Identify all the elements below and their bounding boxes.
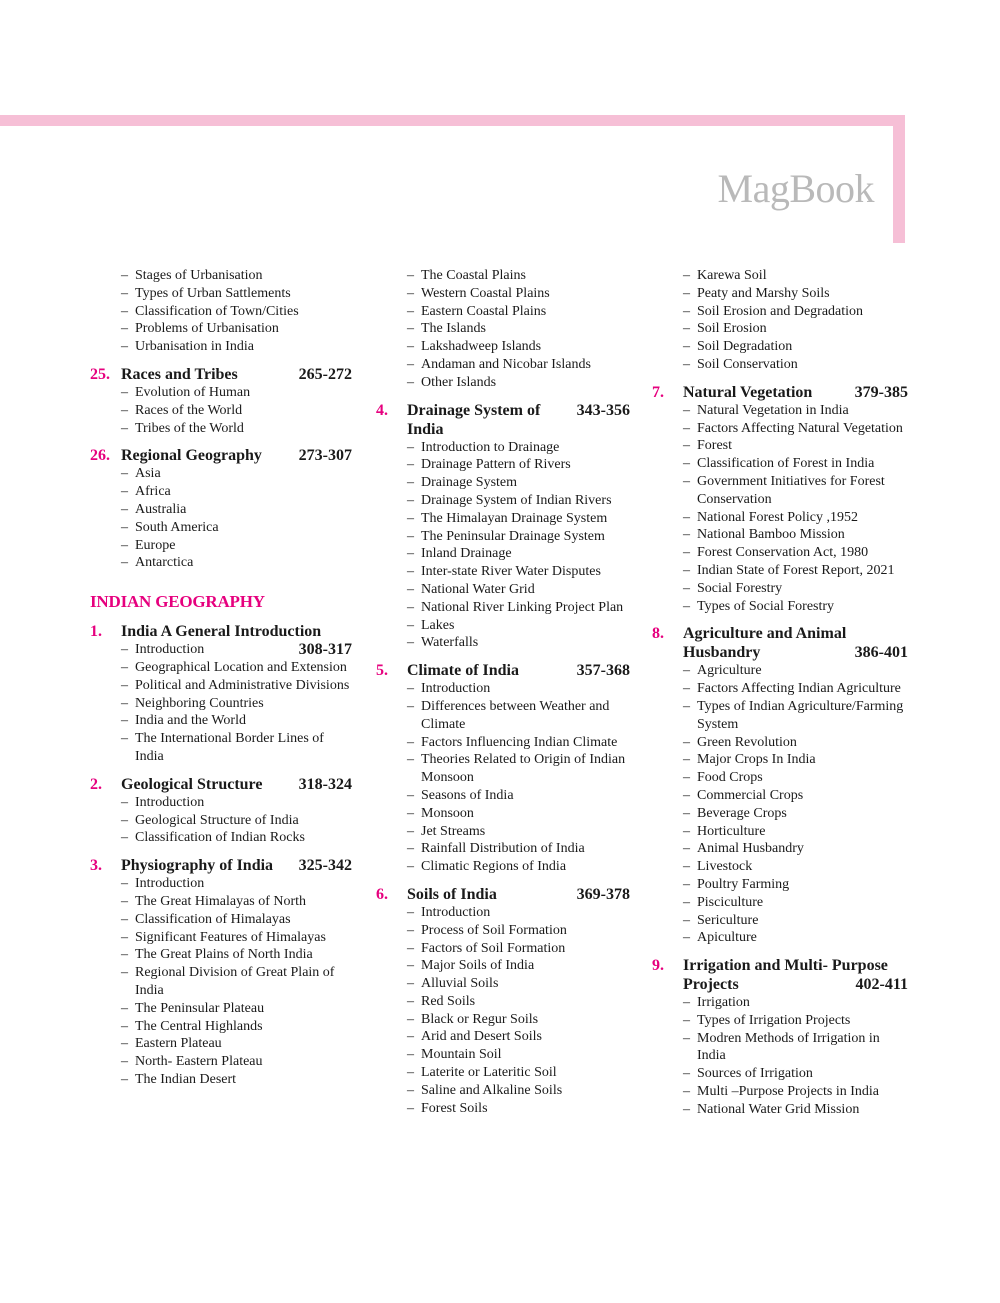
topic-item[interactable] xyxy=(407,840,630,858)
topic-label: Livestock xyxy=(697,859,753,875)
topic-item[interactable] xyxy=(407,1082,630,1100)
toc-column-3 xyxy=(652,267,908,1128)
topic-item[interactable] xyxy=(407,338,630,356)
topic-label: Lakshadweep Islands xyxy=(421,339,542,355)
topic-item[interactable] xyxy=(407,563,630,581)
topic-label: Green Revolution xyxy=(697,734,797,750)
topic-label: Natural Vegetation in India xyxy=(697,402,849,418)
topic-item[interactable] xyxy=(683,1030,908,1066)
topic-item[interactable] xyxy=(683,544,908,562)
chapter-pages: 265-272 xyxy=(298,365,352,383)
topic-label: Classification of Indian Rocks xyxy=(135,830,305,846)
chapter-pages: 357-368 xyxy=(576,662,630,680)
topic-item[interactable] xyxy=(407,734,630,752)
chapter-number: 25. xyxy=(90,365,110,383)
topic-label: Races of the World xyxy=(135,402,243,418)
topic-item[interactable] xyxy=(683,805,908,823)
topic-label: Lakes xyxy=(421,617,455,633)
topic-item[interactable] xyxy=(121,641,352,659)
chapter-number: 4. xyxy=(376,401,388,419)
topic-item[interactable] xyxy=(121,794,352,812)
topic-label: Western Coastal Plains xyxy=(421,285,550,301)
topic-item[interactable] xyxy=(407,1064,630,1082)
topic-label: The Islands xyxy=(421,321,486,337)
topic-label: Inter-state River Water Disputes xyxy=(421,564,601,580)
topic-item[interactable] xyxy=(683,823,908,841)
topic-item[interactable] xyxy=(683,526,908,544)
topic-item[interactable] xyxy=(683,303,908,321)
topic-item[interactable] xyxy=(121,911,352,929)
topic-item[interactable] xyxy=(683,455,908,473)
topic-item[interactable] xyxy=(407,510,630,528)
topic-item[interactable] xyxy=(407,492,630,510)
topic-label: Rainfall Distribution of India xyxy=(421,841,585,857)
topic-label: Australia xyxy=(135,501,187,517)
chapter-6 xyxy=(376,885,630,1118)
chapter-title[interactable]: Regional Geography xyxy=(121,447,262,465)
topic-label: Types of Urban Sattlements xyxy=(135,285,291,301)
topic-item[interactable] xyxy=(121,659,352,677)
chapter-continued xyxy=(376,267,630,392)
toc-column-1 xyxy=(90,267,352,1098)
topic-label: Jet Streams xyxy=(421,823,486,839)
topic-label: Saline and Alkaline Soils xyxy=(421,1082,563,1098)
topic-label: Red Soils xyxy=(421,993,476,1009)
chapter-pages: 325-342 xyxy=(298,857,352,875)
topic-label: Modren Methods of Irrigation in India xyxy=(697,1030,880,1064)
topic-item[interactable] xyxy=(121,501,352,519)
topic-item[interactable] xyxy=(683,285,908,303)
topic-item[interactable] xyxy=(683,894,908,912)
topic-item[interactable] xyxy=(121,384,352,402)
chapter-number: 3. xyxy=(90,857,102,875)
topic-item[interactable] xyxy=(407,940,630,958)
topic-item[interactable] xyxy=(683,1065,908,1083)
topic-label: The Central Highlands xyxy=(135,1018,263,1034)
topic-label: Political and Administrative Divisions xyxy=(135,677,350,693)
topic-label: National Forest Policy ,1952 xyxy=(697,509,858,525)
topic-list xyxy=(376,680,630,876)
topic-label: Introduction xyxy=(421,681,491,697)
topic-item[interactable] xyxy=(121,677,352,695)
topic-item[interactable] xyxy=(407,975,630,993)
chapter-pages: 318-324 xyxy=(298,775,352,793)
topic-item[interactable] xyxy=(121,420,352,438)
topic-label: Social Forestry xyxy=(697,580,783,596)
topic-label: Theories Related to Origin of Indian Monsoon xyxy=(421,752,626,786)
topic-list xyxy=(652,994,908,1119)
topic-item[interactable] xyxy=(683,1101,908,1119)
topic-label: Irrigation xyxy=(697,995,750,1011)
chapter-title-line-2[interactable]: Projects xyxy=(683,976,739,994)
topic-item[interactable] xyxy=(121,929,352,947)
chapter-3 xyxy=(90,856,352,1089)
topic-item[interactable] xyxy=(683,562,908,580)
topic-item[interactable] xyxy=(121,402,352,420)
chapter-8 xyxy=(652,624,908,947)
topic-item[interactable] xyxy=(683,1012,908,1030)
topic-label: Andaman and Nicobar Islands xyxy=(421,356,591,372)
topic-label: Drainage Pattern of Rivers xyxy=(421,457,571,473)
topic-label: Europe xyxy=(135,537,176,553)
topic-item[interactable] xyxy=(683,876,908,894)
chapter-number: 9. xyxy=(652,957,664,975)
topic-item[interactable] xyxy=(683,680,908,698)
topic-label: Sources of Irrigation xyxy=(697,1066,813,1082)
chapter-pages: 343-356 xyxy=(576,401,630,419)
topic-label: Major Crops In India xyxy=(697,752,816,768)
topic-item[interactable] xyxy=(407,545,630,563)
topic-label: Animal Husbandry xyxy=(697,841,804,857)
topic-label: Horticulture xyxy=(697,823,766,839)
chapter-number: 26. xyxy=(90,447,110,465)
topic-list xyxy=(90,875,352,1089)
topic-list xyxy=(376,267,630,392)
topic-label: Factors of Soil Formation xyxy=(421,940,566,956)
chapter-1 xyxy=(90,622,352,766)
topic-label: The Peninsular Drainage System xyxy=(421,528,605,544)
topic-item[interactable] xyxy=(407,285,630,303)
topic-item[interactable] xyxy=(407,581,630,599)
topic-item[interactable] xyxy=(121,812,352,830)
chapter-25 xyxy=(90,365,352,437)
topic-label: Drainage System of Indian Rivers xyxy=(421,492,612,508)
topic-item[interactable] xyxy=(407,922,630,940)
topic-item[interactable] xyxy=(121,730,352,766)
topic-label: Soil Erosion and Degradation xyxy=(697,303,864,319)
topic-item[interactable] xyxy=(683,994,908,1012)
chapter-title[interactable]: Agriculture and Animal xyxy=(683,625,847,643)
topic-label: Sericulture xyxy=(697,912,759,928)
chapter-title[interactable]: Physiography of India xyxy=(121,857,274,875)
topic-item[interactable] xyxy=(121,338,352,356)
topic-item[interactable] xyxy=(407,751,630,787)
topic-label: Introduction xyxy=(135,642,205,658)
topic-label: Eastern Plateau xyxy=(135,1036,222,1052)
topic-item[interactable] xyxy=(407,320,630,338)
topic-label: Antarctica xyxy=(135,555,194,571)
topic-item[interactable] xyxy=(407,1028,630,1046)
topic-label: Climatic Regions of India xyxy=(421,859,567,875)
topic-item[interactable] xyxy=(121,964,352,1000)
topic-item[interactable] xyxy=(121,893,352,911)
topic-label: Regional Division of Great Plain of India xyxy=(135,965,335,998)
topic-label: The Great Plains of North India xyxy=(135,947,313,963)
topic-label: The Coastal Plains xyxy=(421,268,526,283)
topic-item[interactable] xyxy=(407,1100,630,1118)
topic-item[interactable] xyxy=(407,787,630,805)
topic-label: Other Islands xyxy=(421,374,497,390)
topic-label: The International Border Lines of India xyxy=(135,731,324,764)
topic-item[interactable] xyxy=(683,320,908,338)
topic-label: Soil Erosion xyxy=(697,321,767,337)
topic-label: Process of Soil Formation xyxy=(421,922,567,938)
topic-item[interactable] xyxy=(121,483,352,501)
topic-item[interactable] xyxy=(121,285,352,303)
topic-item[interactable] xyxy=(407,1046,630,1064)
topic-item[interactable] xyxy=(683,420,908,438)
topic-item[interactable] xyxy=(407,993,630,1011)
topic-label: Seasons of India xyxy=(421,787,514,803)
topic-label: Significant Features of Himalayas xyxy=(135,929,326,945)
topic-label: Multi –Purpose Projects in India xyxy=(697,1084,879,1100)
topic-list xyxy=(90,465,352,572)
topic-label: Urbanisation in India xyxy=(135,339,254,355)
topic-label: Poultry Farming xyxy=(697,876,790,892)
topic-item[interactable] xyxy=(121,1018,352,1036)
topic-item[interactable] xyxy=(407,698,630,734)
topic-item[interactable] xyxy=(121,1071,352,1089)
topic-label: Stages of Urbanisation xyxy=(135,268,263,283)
topic-label: Eastern Coastal Plains xyxy=(421,303,547,319)
topic-item[interactable] xyxy=(683,734,908,752)
chapter-number: 1. xyxy=(90,623,102,641)
topic-label: Neighboring Countries xyxy=(135,695,264,711)
topic-label: Types of Indian Agriculture/Farming System xyxy=(697,698,904,732)
topic-item[interactable] xyxy=(407,474,630,492)
topic-label: Major Soils of India xyxy=(421,958,535,974)
topic-label: Pisciculture xyxy=(697,894,764,910)
topic-label: National Water Grid Mission xyxy=(697,1101,860,1117)
topic-item[interactable] xyxy=(407,957,630,975)
topic-list xyxy=(90,794,352,847)
topic-label: Waterfalls xyxy=(421,635,479,651)
topic-list xyxy=(376,439,630,653)
topic-label: Apiculture xyxy=(697,930,757,946)
chapter-number: 5. xyxy=(376,662,388,680)
chapter-number: 7. xyxy=(652,383,664,401)
chapter-9 xyxy=(652,956,908,1119)
topic-item[interactable] xyxy=(121,320,352,338)
topic-label: Geographical Location and Extension xyxy=(135,659,347,675)
header-accent-side-bar xyxy=(893,115,905,243)
topic-label: Drainage System xyxy=(421,475,518,491)
topic-item[interactable] xyxy=(683,698,908,734)
topic-label: Factors Influencing Indian Climate xyxy=(421,734,618,750)
topic-label: Evolution of Human xyxy=(135,384,251,400)
topic-item[interactable] xyxy=(407,904,630,922)
topic-item[interactable] xyxy=(407,858,630,876)
topic-label: Forest Soils xyxy=(421,1100,488,1116)
topic-item[interactable] xyxy=(407,680,630,698)
topic-label: The Peninsular Plateau xyxy=(135,1000,265,1016)
topic-item[interactable] xyxy=(683,662,908,680)
topic-label: Soil Degradation xyxy=(697,339,793,355)
chapter-title[interactable]: Drainage System of India xyxy=(407,401,541,438)
topic-item[interactable] xyxy=(121,695,352,713)
topic-label: Forest xyxy=(697,438,732,454)
topic-item[interactable] xyxy=(407,1011,630,1029)
topic-label: Beverage Crops xyxy=(697,805,787,821)
topic-label: Peaty and Marshy Soils xyxy=(697,285,830,301)
topic-item[interactable] xyxy=(407,634,630,652)
topic-item[interactable] xyxy=(407,356,630,374)
chapter-title[interactable]: Races and Tribes xyxy=(121,365,238,383)
topic-item[interactable] xyxy=(407,374,630,392)
topic-label: South America xyxy=(135,519,219,535)
topic-item[interactable] xyxy=(683,912,908,930)
topic-list xyxy=(652,662,908,947)
topic-label: The Himalayan Drainage System xyxy=(421,510,608,526)
topic-label: National River Linking Project Plan xyxy=(421,599,624,615)
topic-item[interactable] xyxy=(121,1053,352,1071)
topic-item[interactable] xyxy=(407,303,630,321)
brand-title: MagBook xyxy=(717,166,874,211)
topic-item[interactable] xyxy=(407,599,630,617)
chapter-continued xyxy=(90,267,352,356)
topic-item[interactable] xyxy=(121,267,352,285)
topic-label: Commercial Crops xyxy=(697,787,804,803)
chapter-title-line-2[interactable]: Husbandry xyxy=(683,644,761,662)
chapter-pages: 402-411 xyxy=(855,976,908,994)
topic-label: Problems of Urbanisation xyxy=(135,321,279,337)
topic-list xyxy=(652,267,908,374)
topic-label: Introduction to Drainage xyxy=(421,439,560,455)
topic-item[interactable] xyxy=(407,267,630,285)
topic-label: Agriculture xyxy=(697,663,762,679)
topic-label: Types of Irrigation Projects xyxy=(697,1012,851,1028)
topic-label: Africa xyxy=(135,484,171,500)
topic-label: Introduction xyxy=(421,904,491,920)
topic-item[interactable] xyxy=(683,751,908,769)
topic-label: Factors Affecting Natural Vegetation xyxy=(697,420,903,436)
topic-label: National Bamboo Mission xyxy=(697,527,845,543)
topic-item[interactable] xyxy=(121,875,352,893)
topic-label: Mountain Soil xyxy=(421,1047,502,1063)
topic-label: Classification of Himalayas xyxy=(135,911,291,927)
topic-item[interactable] xyxy=(683,769,908,787)
chapter-number: 8. xyxy=(652,625,664,643)
topic-item[interactable] xyxy=(407,439,630,457)
chapter-number: 2. xyxy=(90,775,102,793)
topic-label: National Water Grid xyxy=(421,581,535,597)
topic-item[interactable] xyxy=(683,509,908,527)
chapter-continued xyxy=(652,267,908,374)
topic-label: Soil Conservation xyxy=(697,356,798,372)
topic-list xyxy=(90,267,352,356)
topic-label: Monsoon xyxy=(421,805,474,821)
topic-item[interactable] xyxy=(683,840,908,858)
topic-list xyxy=(652,402,908,616)
topic-item[interactable] xyxy=(683,787,908,805)
topic-label: Tribes of the World xyxy=(135,420,244,436)
topic-list xyxy=(90,384,352,437)
topic-label: North- Eastern Plateau xyxy=(135,1054,263,1070)
topic-label: Arid and Desert Soils xyxy=(421,1029,542,1045)
topic-label: Indian State of Forest Report, 2021 xyxy=(697,562,895,578)
topic-label: Factors Affecting Indian Agriculture xyxy=(697,681,901,697)
topic-item[interactable] xyxy=(683,858,908,876)
section-title-indian-geography: INDIAN GEOGRAPHY xyxy=(90,592,265,612)
topic-item[interactable] xyxy=(121,519,352,537)
topic-label: Introduction xyxy=(135,794,205,810)
chapter-number: 6. xyxy=(376,885,388,903)
topic-item[interactable] xyxy=(683,1083,908,1101)
topic-item[interactable] xyxy=(683,598,908,616)
topic-item[interactable] xyxy=(407,456,630,474)
chapter-title[interactable]: Soils of India xyxy=(407,885,497,903)
chapter-pages: 369-378 xyxy=(576,885,630,903)
toc-column-2 xyxy=(376,267,630,1126)
chapter-pages: 386-401 xyxy=(854,644,908,662)
topic-label: Food Crops xyxy=(697,770,763,786)
topic-label: Karewa Soil xyxy=(697,268,767,283)
topic-item[interactable] xyxy=(121,554,352,572)
chapter-title[interactable]: India A General Introduction xyxy=(121,623,322,641)
topic-label: Classification of Forest in India xyxy=(697,456,875,472)
topic-item[interactable] xyxy=(683,356,908,374)
topic-label: Alluvial Soils xyxy=(421,976,499,992)
topic-label: Introduction xyxy=(135,876,205,892)
chapter-2 xyxy=(90,775,352,847)
topic-label: Asia xyxy=(135,466,161,482)
topic-label: Laterite or Lateritic Soil xyxy=(421,1065,557,1081)
topic-item[interactable] xyxy=(683,402,908,420)
topic-label: Black or Regur Soils xyxy=(421,1011,539,1027)
topic-item[interactable] xyxy=(121,465,352,483)
topic-item[interactable] xyxy=(121,1000,352,1018)
topic-item[interactable] xyxy=(683,929,908,947)
topic-item[interactable] xyxy=(407,617,630,635)
topic-label: The Indian Desert xyxy=(135,1071,237,1087)
topic-item[interactable] xyxy=(683,580,908,598)
topic-item[interactable] xyxy=(407,528,630,546)
topic-label: Types of Social Forestry xyxy=(697,598,835,614)
header-accent-bar xyxy=(0,115,905,126)
topic-label: Geological Structure of India xyxy=(135,812,299,828)
topic-item[interactable] xyxy=(121,946,352,964)
topic-label: India and the World xyxy=(135,713,246,729)
topic-item[interactable] xyxy=(121,537,352,555)
topic-label: Forest Conservation Act, 1980 xyxy=(697,545,869,561)
topic-label: Differences between Weather and Climate xyxy=(421,698,610,732)
chapter-pages: 273-307 xyxy=(298,447,352,465)
topic-item[interactable] xyxy=(121,303,352,321)
chapter-title[interactable]: Natural Vegetation xyxy=(683,383,813,401)
chapter-pages: 379-385 xyxy=(854,383,908,401)
chapter-5 xyxy=(376,661,630,876)
topic-label: Classification of Town/Cities xyxy=(135,303,299,319)
topic-label: The Great Himalayas of North xyxy=(135,893,307,909)
topic-item[interactable] xyxy=(683,473,908,509)
topic-item[interactable] xyxy=(683,437,908,455)
chapter-4 xyxy=(376,401,630,653)
chapter-pages: 308-317 xyxy=(298,641,352,659)
topic-item[interactable] xyxy=(121,829,352,847)
chapter-title[interactable]: Climate of India xyxy=(407,662,519,680)
chapter-title[interactable]: Irrigation and Multi- Purpose xyxy=(683,957,888,975)
topic-item[interactable] xyxy=(407,823,630,841)
topic-item[interactable] xyxy=(407,805,630,823)
chapter-title[interactable]: Geological Structure xyxy=(121,775,263,793)
topic-item[interactable] xyxy=(683,267,908,285)
topic-label: Government Initiatives for Forest Conservation xyxy=(697,473,885,507)
topic-item[interactable] xyxy=(121,1035,352,1053)
topic-item[interactable] xyxy=(121,712,352,730)
topic-list xyxy=(376,904,630,1118)
chapter-26 xyxy=(90,446,352,572)
topic-label: Inland Drainage xyxy=(421,546,512,562)
topic-item[interactable] xyxy=(683,338,908,356)
chapter-7 xyxy=(652,383,908,616)
topic-list xyxy=(90,641,352,766)
